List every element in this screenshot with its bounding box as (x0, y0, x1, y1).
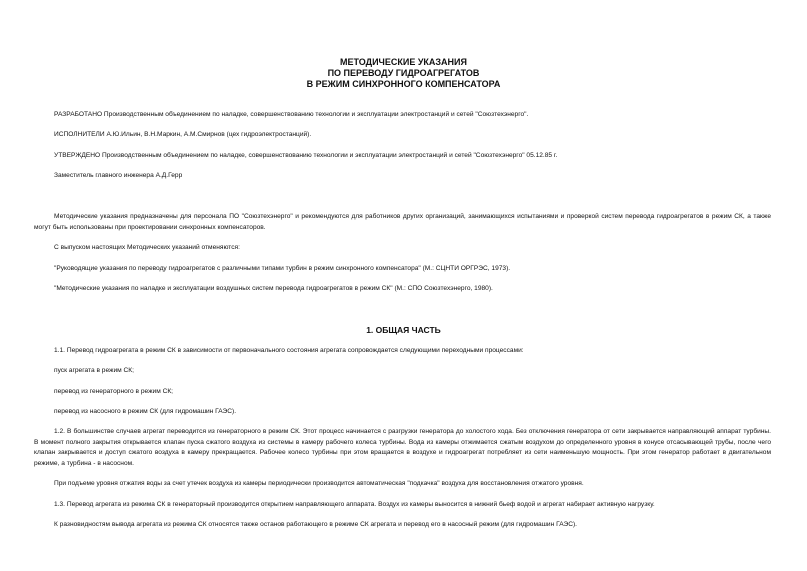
approved-line: УТВЕРЖДЕНО Производственным объединением по наладке, совершенствованию технологии и эксплуатации электростанций и сетей "Союзтехэнерго" 05.12.85 г. (54, 152, 558, 159)
purpose-paragraph: Методические указания предназначены для персонала ПО "Союзтехэнерго" и рекомендуются для работников других организаций, занимающихся испытаниями и проверкой систем перевода гидроагрегатов в режим СК, а также могут быть использованы при проектировании синхронных компенсаторов. (34, 213, 771, 231)
list-item: перевод из генераторного в режим СК; (54, 388, 174, 395)
deputy-chief-engineer-line: Заместитель главного инженера А.Д.Герр (54, 172, 183, 179)
paragraph-1-1: 1.1. Перевод гидроагрегата в режим СК в зависимости от первоначального состояния агрегата сопровождается следующими переходными процессами: (54, 347, 524, 354)
list-item: пуск агрегата в режим СК; (54, 367, 134, 374)
section-heading: 1. ОБЩАЯ ЧАСТЬ (366, 325, 441, 335)
document-title-line-2: ПО ПЕРЕВОДУ ГИДРОАГРЕГАТОВ (327, 68, 480, 78)
document-title-line-3: В РЕЖИМ СИНХРОННОГО КОМПЕНСАТОРА (306, 79, 501, 89)
performers-line: ИСПОЛНИТЕЛИ А.Ю.Ильин, В.Н.Маркин, А.М.Смирнов (цех гидроэлектростанций). (54, 131, 312, 138)
cancelled-heading: С выпуском настоящих Методических указаний отменяются: (54, 244, 240, 251)
cancelled-document-1: "Руководящие указания по переводу гидроагрегатов с различными типами турбин в режим синхронного компенсатора" (М.: СЦНТИ ОРГРЭС, 1973). (54, 265, 511, 272)
air-pumping-paragraph: При подъеме уровня отжатия воды за счет утечек воздуха из камеры периодически производится автоматическая "подкачка" воздуха для восстановления отжатого уровня. (54, 480, 584, 487)
list-item: перевод из насосного в режим СК (для гидромашин ГАЭС). (54, 408, 237, 415)
document-title-line-1: МЕТОДИЧЕСКИЕ УКАЗАНИЯ (340, 57, 467, 67)
developed-by-line: РАЗРАБОТАНО Производственным объединением по наладке, совершенствованию технологии и эксплуатации электростанций и сетей "Союзтехэнерго". (54, 111, 529, 118)
paragraph-1-2: 1.2. В большинстве случаев агрегат переводится из генераторного в режим СК. Этот процесс начинается с разгрузки генератора до холостого хода. Без отключения генератора от сети закрывается направляющий аппарат турбины. В момент полного закрытия открывается клапан пуска сжатого воздуха из системы в камеру рабочего колеса турбины. Вода из камеры отжимается сжатым воздухом до определенного уровня в конусе отсасывающей трубы, после чего клапан закрывается и доступ сжатого воздуха в камеру прекращается. Рабочее колесо турбины при этом вращается в воздухе и гидроагрегат потребляет из сети наименьшую мощность. При этом генератор работает в двигательном режиме, а турбина - в насосном. (34, 428, 771, 467)
paragraph-1-3: 1.3. Перевод агрегата из режима СК в генераторный производится открытием направляющего аппарата. Воздух из камеры выносится в нижний бьеф водой и агрегат набирает активную нагрузку. (54, 501, 655, 508)
varieties-paragraph: К разновидностям вывода агрегата из режима СК относятся также останов работающего в режиме СК агрегата и перевод его в насосный режим (для гидромашин ГАЭС). (54, 521, 577, 528)
cancelled-document-2: "Методические указания по наладке и эксплуатации воздушных систем перевода гидроагрегатов в режим СК" (М.: СПО Союзтехэнерго, 1980). (54, 285, 493, 292)
